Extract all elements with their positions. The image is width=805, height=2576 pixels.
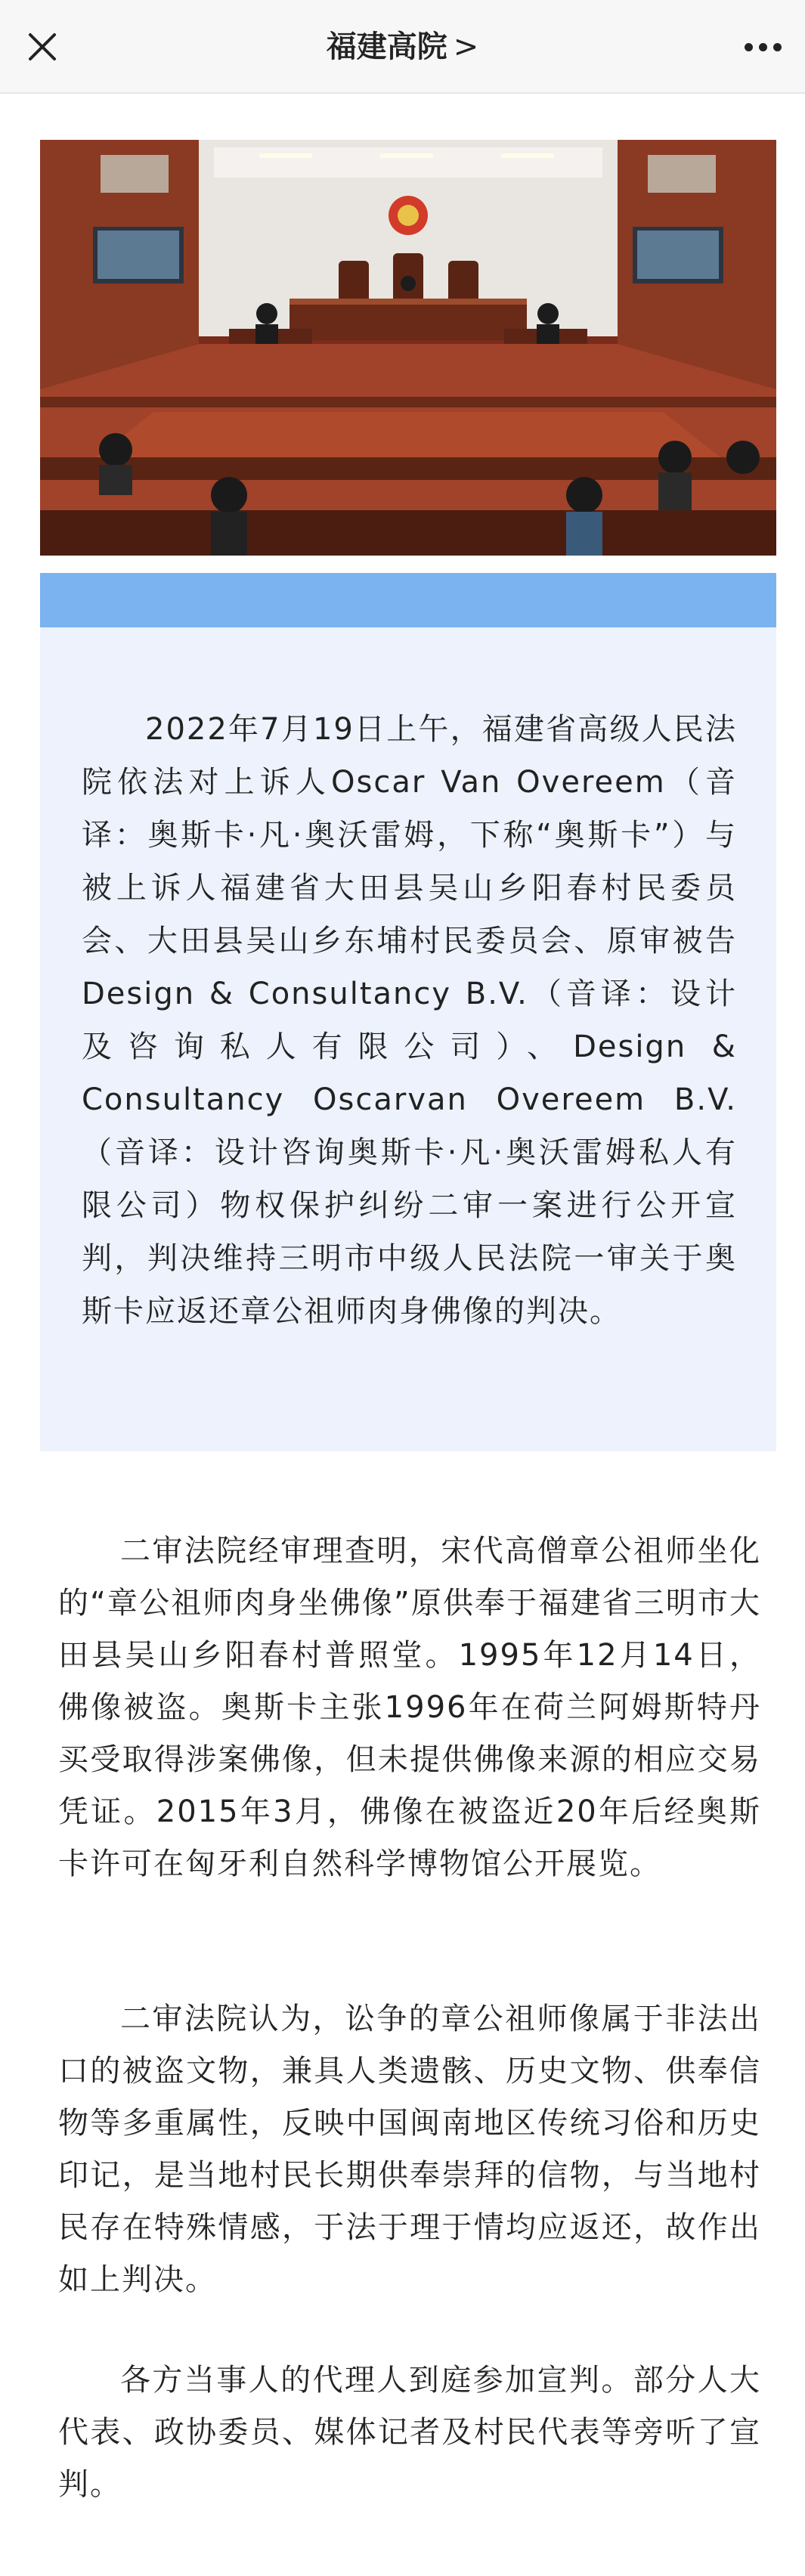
summary-box (40, 627, 776, 1451)
courtroom-photo (40, 140, 776, 556)
chevron-right-icon: > (453, 29, 479, 64)
account-title[interactable] (0, 24, 805, 70)
top-nav-bar (0, 0, 805, 94)
accent-band (40, 573, 776, 627)
paragraph-attendance: 各方当事人的代理人到庭参加宣判。部分人大代表、政协委员、媒体记者及村民代表等旁听了宣判。 (58, 2363, 761, 2502)
account-name: 福建高院 (326, 29, 447, 64)
more-icon[interactable] (738, 23, 787, 71)
paragraph-findings: 二审法院经审理查明，宋代高僧章公祖师坐化的“章公祖师肉身坐佛像”原供奉于福建省三明市大田县吴山乡阳春村普照堂。1995年12月14日，佛像被盗。奥斯卡主张1996年在荷兰阿姆斯特丹买受取得涉案佛像，但未提供佛像来源的相应交易凭证。2015年3月，佛像在被盗近20年后经奥斯卡许可在匈牙利自然科学博物馆公开展览。 (58, 1534, 761, 1881)
paragraph-opinion: 二审法院认为，讼争的章公祖师像属于非法出口的被盗文物，兼具人类遗骸、历史文物、供奉信物等多重属性，反映中国闽南地区传统习俗和历史印记，是当地村民长期供奉崇拜的信物，与当地村民存在特殊情感，于法于理于情均应返还，故作出如上判决。 (58, 2002, 761, 2297)
summary-text: 2022年7月19日上午，福建省高级人民法院依法对上诉人Oscar Van Overeem（音译：奥斯卡·凡·奥沃雷姆，下称“奥斯卡”）与被上诉人福建省大田县吴山乡阳春村民委员会、大田县吴山乡东埔村民委员会、原审被告Design & Consultancy B.V.（音译：设计及咨询私人有限公司）、Design & Consultancy Oscarvan Overeem B.V.（音译：设计咨询奥斯卡·凡·奥沃雷姆私人有限公司）物权保护纠纷二审一案进行公开宣判，判决维持三明市中级人民法院一审关于奥斯卡应返还章公祖师肉身佛像的判决。 (82, 712, 737, 1329)
